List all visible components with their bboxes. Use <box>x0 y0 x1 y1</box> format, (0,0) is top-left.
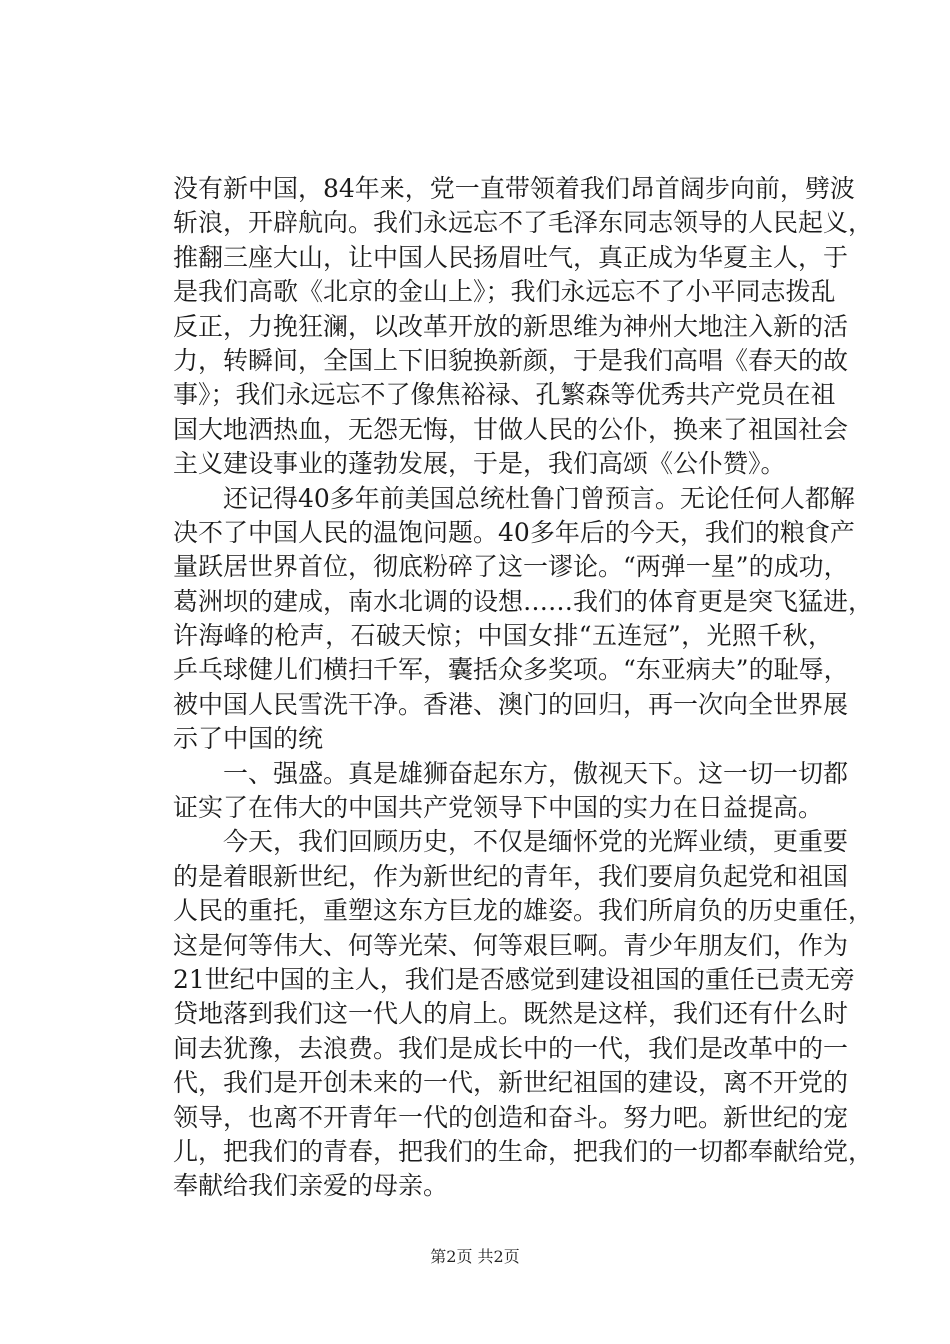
text-line: 决不了中国人民的温饱问题。40多年后的今天，我们的粮食产 <box>173 517 855 547</box>
text-line: 这是何等伟大、何等光荣、何等艰巨啊。青少年朋友们，作为 <box>173 930 849 960</box>
text-line: 一、强盛。真是雄狮奋起东方，傲视天下。这一切一切都 <box>173 758 849 788</box>
text-line: 反正，力挽狂澜，以改革开放的新思维为神州大地注入新的活 <box>173 311 849 341</box>
text-line: 许海峰的枪声，石破天惊；中国女排“五连冠”，光照千秋， <box>173 621 833 651</box>
page-footer: 第2页 共2页 <box>430 1247 520 1266</box>
text-line: 没有新中国，84年来，党一直带领着我们昂首阔步向前，劈波 <box>173 174 855 203</box>
text-line: 证实了在伟大的中国共产党领导下中国的实力在日益提高。 <box>173 793 824 823</box>
text-line: 是我们高歌《北京的金山上》；我们永远忘不了小平同志拨乱 <box>173 277 836 307</box>
text-line: 斩浪，开辟航向。我们永远忘不了毛泽东同志领导的人民起义， <box>173 208 874 238</box>
text-line: 事》；我们永远忘不了像焦裕禄、孔繁森等优秀共产党员在祖 <box>173 380 836 410</box>
text-line: 量跃居世界首位，彻底粉碎了这一谬论。“两弹一星”的成功， <box>173 552 849 582</box>
text-line: 人民的重托，重塑这东方巨龙的雄姿。我们所肩负的历史重任， <box>173 896 874 926</box>
text-line: 儿，把我们的青春，把我们的生命，把我们的一切都奉献给党， <box>173 1136 874 1166</box>
text-line: 21世纪中国的主人，我们是否感觉到建设祖国的重任已责无旁 <box>173 964 855 994</box>
text-line: 间去犹豫，去浪费。我们是成长中的一代，我们是改革中的一 <box>173 1033 849 1063</box>
text-line: 乒乓球健儿们横扫千军，囊括众多奖项。“东亚病夫”的耻辱， <box>173 655 849 685</box>
text-line: 代，我们是开创未来的一代，新世纪祖国的建设，离不开党的 <box>173 1068 849 1098</box>
text-line: 奉献给我们亲爱的母亲。 <box>173 1171 449 1201</box>
text-line: 示了中国的统 <box>173 724 324 754</box>
text-line: 葛洲坝的建成，南水北调的设想……我们的体育更是突飞猛进， <box>173 586 874 616</box>
text-line: 推翻三座大山，让中国人民扬眉吐气，真正成为华夏主人，于 <box>173 242 849 272</box>
text-line: 主义建设事业的蓬勃发展，于是，我们高颂《公仆赞》。 <box>173 449 786 479</box>
text-line: 还记得40多年前美国总统杜鲁门曾预言。无论任何人都解 <box>173 483 855 513</box>
document-body <box>173 172 874 1204</box>
text-line: 力，转瞬间，全国上下旧貌换新颜，于是我们高唱《春天的故 <box>173 345 849 375</box>
text-line: 国大地洒热血，无怨无悔，甘做人民的公仆，换来了祖国社会 <box>173 414 849 444</box>
text-line: 领导，也离不开青年一代的创造和奋斗。努力吧。新世纪的宠 <box>173 1102 849 1132</box>
text-line: 今天，我们回顾历史，不仅是缅怀党的光辉业绩，更重要 <box>173 827 849 857</box>
text-line: 被中国人民雪洗干净。香港、澳门的回归，再一次向全世界展 <box>173 689 849 719</box>
text-line: 贷地落到我们这一代人的肩上。既然是这样，我们还有什么时 <box>173 999 849 1029</box>
text-line: 的是着眼新世纪，作为新世纪的青年，我们要肩负起党和祖国 <box>173 861 849 891</box>
